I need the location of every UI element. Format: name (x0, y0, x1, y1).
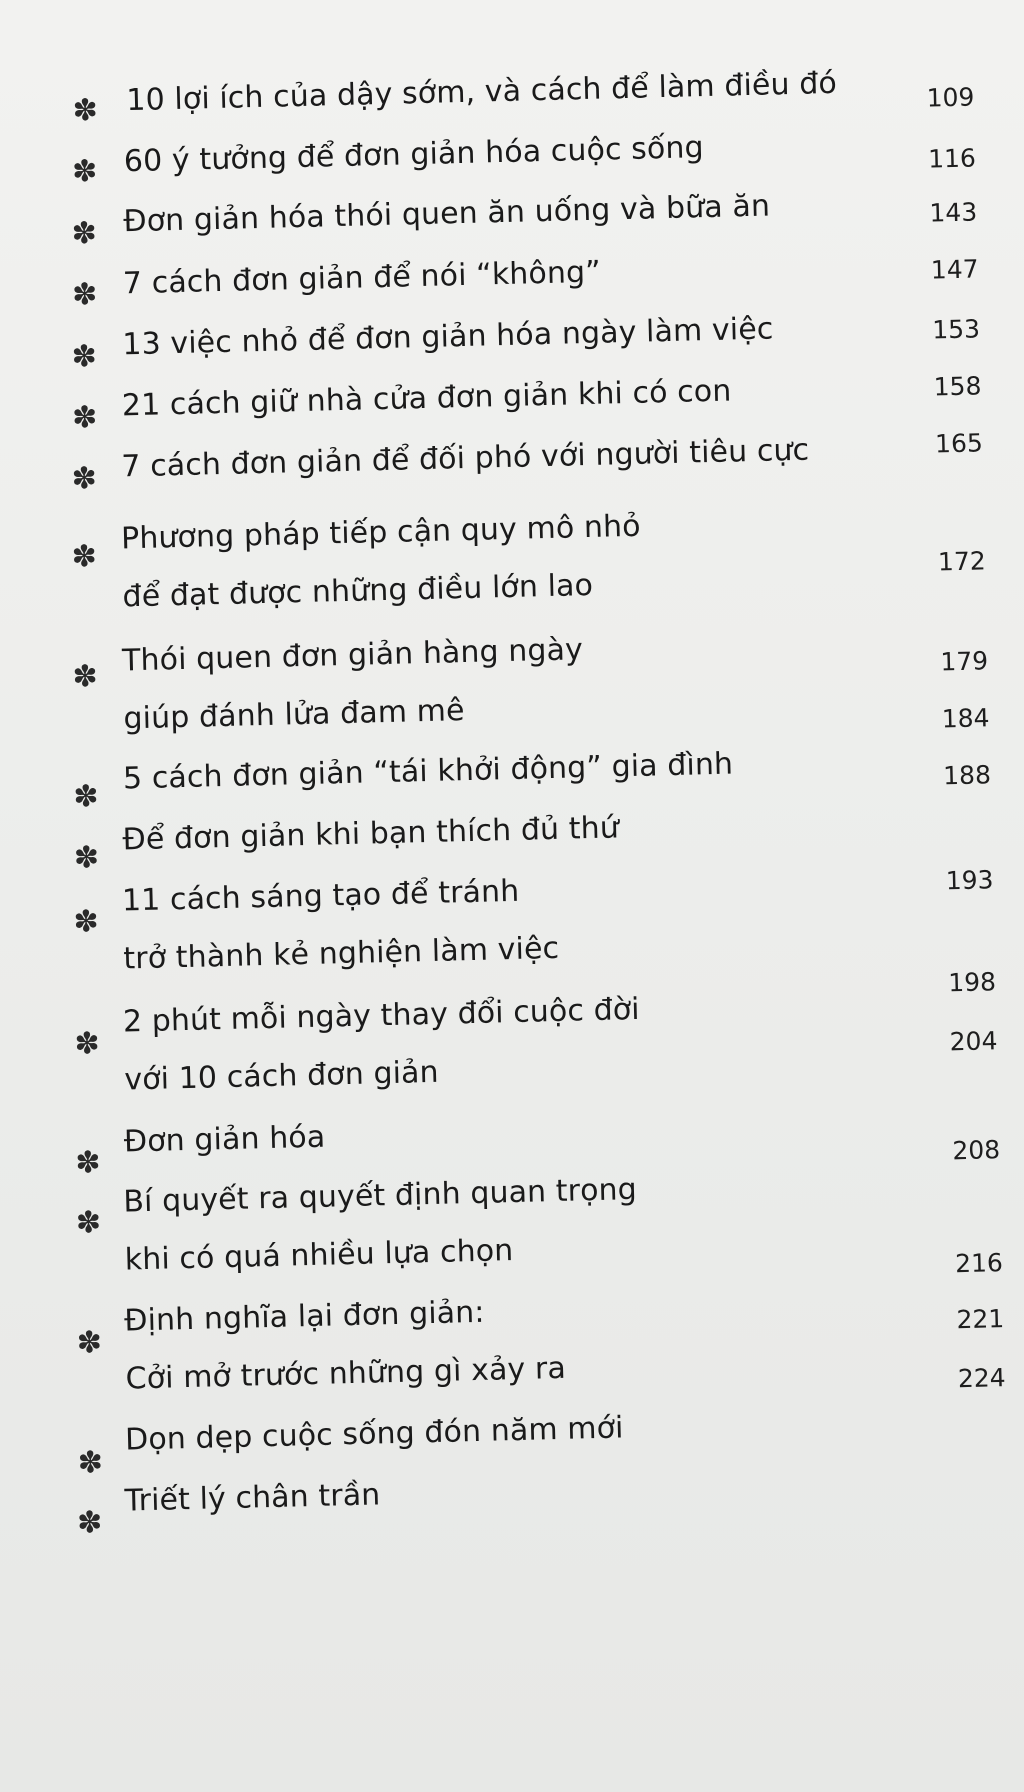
toc-entry-title: Đơn giản hóa thói quen ăn uống và bữa ăn (122, 188, 771, 240)
flower-bullet-icon: ✽ (71, 461, 98, 497)
flower-bullet-icon: ✽ (74, 1145, 101, 1181)
flower-bullet-icon: ✽ (76, 1505, 103, 1541)
toc-entry-page: 221 (956, 1304, 1005, 1335)
toc-entry-page: 224 (957, 1363, 1006, 1394)
toc-entry-title: Triết lý chân trần (124, 1477, 381, 1519)
toc-entry-page: 172 (937, 546, 987, 577)
flower-bullet-icon: ✽ (71, 338, 98, 375)
toc-entry-page: 147 (930, 254, 979, 285)
toc-entry-title: với 10 cách đơn giản (123, 1054, 440, 1098)
toc-entry-page: 188 (942, 760, 992, 791)
flower-bullet-icon: ✽ (74, 1026, 101, 1062)
flower-bullet-icon: ✽ (72, 92, 99, 129)
toc-entry-title: 7 cách đơn giản để đối phó với người tiêu cực (120, 432, 810, 485)
flower-bullet-icon: ✽ (71, 539, 98, 575)
toc-entry-title: 11 cách sáng tạo để tránh (121, 873, 520, 919)
flower-bullet-icon: ✽ (71, 153, 98, 190)
toc-entry-title: khi có quá nhiều lựa chọn (124, 1233, 514, 1278)
toc-entry-title: Để đơn giản khi bạn thích đủ thứ (122, 810, 620, 858)
toc-entry-title: 10 lợi ích của dậy sớm, và cách để làm điều đó (126, 65, 838, 119)
flower-bullet-icon: ✽ (75, 1205, 102, 1241)
toc-entry-page: 208 (952, 1135, 1001, 1166)
toc-entry-title: 13 việc nhỏ để đơn giản hóa ngày làm việc (121, 311, 774, 363)
toc-entry-title: giúp đánh lửa đam mê (123, 693, 465, 737)
toc-entry-title: 7 cách đơn giản để nói “không” (122, 254, 602, 302)
flower-bullet-icon: ✽ (71, 399, 98, 436)
toc-entry-title: Định nghĩa lại đơn giản: (123, 1294, 485, 1339)
flower-bullet-icon: ✽ (73, 904, 100, 940)
flower-bullet-icon: ✽ (73, 779, 100, 815)
flower-bullet-icon: ✽ (76, 1325, 103, 1361)
flower-bullet-icon: ✽ (71, 215, 98, 252)
toc-entry-title: 60 ý tưởng để đơn giản hóa cuộc sống (123, 130, 705, 180)
toc-entry-page: 158 (933, 371, 982, 402)
toc-entry-page: 109 (926, 82, 975, 113)
toc-entry-title: Đơn giản hóa (123, 1119, 326, 1160)
toc-entry-title: 2 phút mỗi ngày thay đổi cuộc đời (122, 991, 641, 1040)
toc-entry-title: Dọn dẹp cuộc sống đón năm mới (124, 1410, 624, 1458)
flower-bullet-icon: ✽ (73, 840, 100, 876)
toc-entry-title: trở thành kẻ nghiện làm việc (122, 930, 560, 977)
toc-entry-page: 216 (954, 1248, 1004, 1279)
toc-entry-title: Bí quyết ra quyết định quan trọng (122, 1172, 638, 1220)
toc-entry-title: Phương pháp tiếp cận quy mô nhỏ (120, 508, 642, 557)
toc-entry-title: 21 cách giữ nhà cửa đơn giản khi có con (121, 373, 732, 424)
toc-entry-page: 165 (934, 428, 984, 459)
toc-entry-page: 193 (945, 865, 994, 896)
toc-entry-page: 179 (940, 646, 989, 677)
toc-entry-page: 204 (949, 1026, 998, 1057)
flower-bullet-icon: ✽ (71, 276, 98, 313)
toc-entry-title: Thói quen đơn giản hàng ngày (121, 632, 584, 679)
toc-entry-title: để đạt được những điều lớn lao (122, 567, 594, 615)
toc-entry-page: 143 (929, 197, 978, 228)
flower-bullet-icon: ✽ (77, 1445, 104, 1481)
toc-entry-title: 5 cách đơn giản “tái khởi động” gia đình (122, 746, 734, 797)
toc-entry-page: 116 (927, 143, 977, 174)
toc-entry-page: 198 (947, 967, 997, 998)
flower-bullet-icon: ✽ (72, 659, 99, 695)
toc-entry-page: 153 (931, 314, 981, 345)
toc-entry-page: 184 (941, 703, 990, 734)
toc-entry-title: Cởi mở trước những gì xảy ra (125, 1350, 567, 1397)
